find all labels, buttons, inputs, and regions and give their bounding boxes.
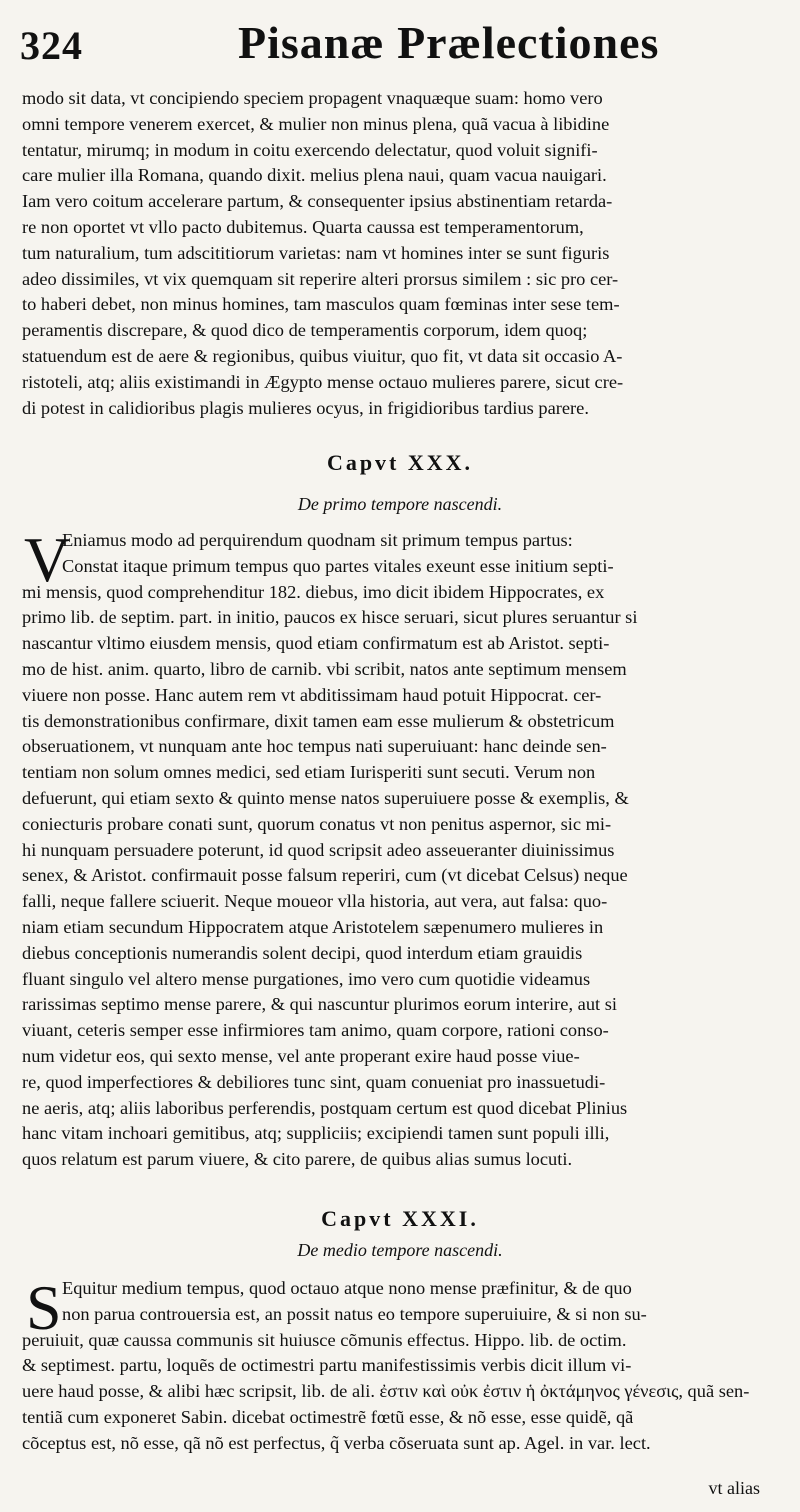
- dropcap-v: V: [24, 524, 71, 595]
- text-line: quos relatum est parum viuere, & cito parere, de quibus alias sumus locuti.: [22, 1149, 573, 1170]
- paragraph-top: [22, 86, 772, 421]
- text-line: & septimest. partu, loquẽs de octimestri partu manifestissimis verbis dicit illum vi-: [22, 1355, 632, 1376]
- text-line: Constat itaque primum tempus quo partes vitales exeunt esse initium septi-: [62, 555, 614, 576]
- text-line: primo lib. de septim. part. in initio, paucos ex hisce seruari, sicut plures seruantur si: [22, 607, 638, 628]
- text-line: cõceptus est, nõ esse, qã nõ est perfectus, q̃ verba cõseruata sunt ap. Agel. in var. lect.: [22, 1432, 651, 1453]
- text-line: hanc vitam inchoari gemitibus, atq; suppliciis; excipiendi tamen sunt populi illi,: [22, 1123, 610, 1144]
- text-line: nascantur vltimo eiusdem mensis, quod etiam confirmatum est ab Aristot. septi-: [22, 633, 610, 654]
- text-line: hi nunquam persuadere poterunt, id quod scripsit adeo asseueranter diuinissimus: [22, 839, 615, 860]
- text-line: mo de hist. anim. quarto, libro de carnib. vbi scribit, natos ante septimum mensem: [22, 658, 627, 679]
- text-line: defuerunt, qui etiam sexto & quinto mense natos superuiuere posse & exemplis, &: [22, 787, 629, 808]
- page-number: 324: [20, 23, 83, 68]
- text-line: to haberi debet, non minus homines, tam masculos quam fœminas inter sese tem-: [22, 294, 620, 315]
- text-line: re, quod imperfectiores & debiliores tunc sint, quam conueniat pro inassuetudi-: [22, 1071, 606, 1092]
- paragraph-chapter-30: [22, 524, 772, 1173]
- text-line: tis demonstrationibus confirmare, dixit tamen eam esse mulierum & obstetricum: [22, 710, 615, 731]
- chapter-30-title: Capvt XXX.: [326, 450, 474, 475]
- text-line: Equitur medium tempus, quod octauo atque nono mense præfinitur, & de quo: [62, 1278, 632, 1298]
- text-line: fluant singulo vel altero mense purgationes, imo vero cum quotidie videamus: [22, 968, 591, 989]
- text-line: diebus conceptionis numerandis solent decipi, quod interdum etiam grauidis: [22, 942, 583, 963]
- text-line: omni tempore venerem exercet, & mulier non minus plena, quã vacua à libidine: [22, 113, 610, 134]
- text-line: non parua controuersia est, an possit natus eo tempore superuiuire, & si non su-: [62, 1303, 647, 1324]
- text-line: mi mensis, quod comprehenditur 182. diebus, imo dicit ibidem Hippocrates, ex: [22, 581, 605, 602]
- text-line: tum naturalium, tum adscititiorum varietas: nam vt homines inter se sunt figuris: [22, 242, 610, 263]
- text-line: num videtur eos, qui sexto mense, vel ante properant exire haud posse viue-: [22, 1045, 580, 1066]
- text-line: coniecturis probare conati sunt, quorum conatus vt non penitus aspernor, sic mi-: [22, 813, 612, 834]
- chapter-31-subtitle: De medio tempore nascendi.: [297, 1240, 503, 1260]
- text-line: rarissimas septimo mense parere, & qui nascuntur plurimos eorum interire, aut si: [22, 994, 617, 1015]
- text-line: care mulier illa Romana, quando dixit. melius plena naui, quam vacua nauigari.: [22, 165, 607, 186]
- text-line: falli, neque fallere sciuerit. Neque moueor vlla historia, aut vera, aut falsa: quo-: [22, 891, 608, 912]
- dropcap-s: S: [26, 1272, 62, 1343]
- text-line: Eniamus modo ad perquirendum quodnam sit primum tempus partus:: [62, 530, 573, 550]
- text-line: tentiam non solum omnes medici, sed etiam Iurisperiti sunt secuti. Verum non: [22, 762, 596, 783]
- paragraph-chapter-31: [22, 1272, 772, 1457]
- text-line: peramentis discrepare, & quod dico de temperamentis corporum, idem quoq;: [22, 320, 588, 341]
- chapter-31-title: Capvt XXXI.: [321, 1206, 479, 1231]
- text-line: obseruationem, vt nunquam ante hoc tempus nati superuiuant: hanc deinde sen-: [22, 736, 607, 757]
- chapter-30-subtitle: De primo tempore nascendi.: [297, 494, 503, 514]
- catchword: vt alias: [708, 1478, 760, 1498]
- text-line: statuendum est de aere & regionibus, quibus viuitur, quo fit, vt data sit occasio A-: [22, 345, 623, 366]
- text-line: adeo dissimiles, vt vix quemquam sit reperire alteri prorsus similem : sic pro cer-: [22, 268, 619, 289]
- text-line: viuant, ceteris semper esse infirmiores tam animo, quam corpore, rationi conso-: [22, 1020, 609, 1041]
- text-line: di potest in calidioribus plagis mulieres ocyus, in frigidioribus tardius parere.: [22, 397, 589, 418]
- running-title: Pisanæ Prælectiones: [238, 17, 660, 68]
- text-line: senex, & Aristot. confirmauit posse falsum reperiri, cum (vt dicebat Celsus) neque: [22, 865, 628, 886]
- text-line: viuere non posse. Hanc autem rem vt abditissimam haud potuit Hippocrat. cer-: [22, 684, 602, 705]
- text-line: ristoteli, atq; aliis existimandi in Ægypto mense octauo mulieres parere, sicut cre-: [22, 371, 624, 392]
- text-line: tentatur, mirumq; in modum in coitu exercendo delectatur, quod voluit signifi-: [22, 139, 598, 160]
- text-line: tentiã cum exponeret Sabin. dicebat octimestrẽ fœtũ esse, & nõ esse, esse quidẽ, qã: [22, 1406, 634, 1427]
- text-line: niam etiam secundum Hippocratem atque Aristotelem sæpenumero mulieres in: [22, 916, 604, 937]
- page-header: [20, 14, 790, 84]
- text-line: ne aeris, atq; aliis laboribus perferendis, postquam certum est quod dicebat Plinius: [22, 1097, 628, 1118]
- text-line: Iam vero coitum accelerare partum, & consequenter ipsius abstinentiam retarda-: [22, 191, 613, 212]
- text-line: re non oportet vt vllo pacto dubitemus. Quarta caussa est temperamentorum,: [22, 216, 584, 237]
- text-line: uere haud posse, & alibi hæc scripsit, lib. de ali. ἐστιν καὶ οὐκ ἐστιν ἡ ὀκτάμηνος γένεσις, quã sen-: [22, 1381, 750, 1402]
- text-line: modo sit data, vt concipiendo speciem propagent vnaquæque suam: homo vero: [22, 88, 603, 108]
- text-line: peruiuit, quæ caussa communis sit huiusce cõmunis effectus. Hippo. lib. de octim.: [22, 1329, 627, 1350]
